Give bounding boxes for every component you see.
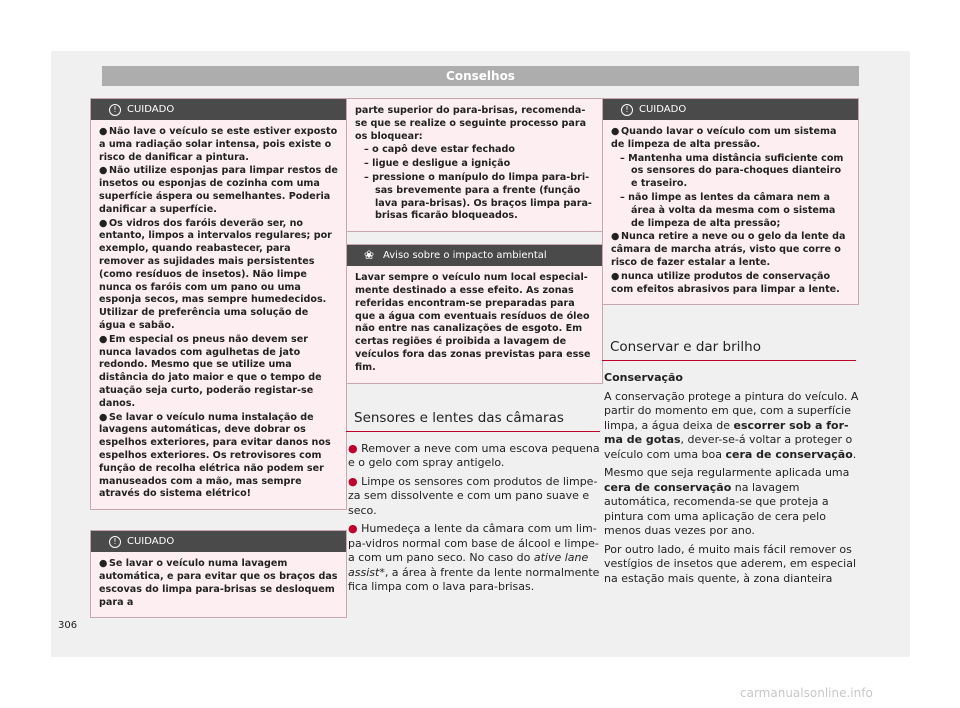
leaf-icon: ❀ xyxy=(364,248,375,263)
section-body xyxy=(346,442,603,595)
caution-box xyxy=(90,98,347,510)
caution-bullet: ● Se lavar o veículo numa lavagem automática, e para evitar que os braços das escovas do limpa para-brisas se desloquem para a xyxy=(99,558,338,608)
caution-body xyxy=(91,120,346,509)
caution-intro: parte superior do para-brisas, recomenda-se que se realize o seguinte processo para os bloquear: xyxy=(355,105,587,142)
caution-box-2 xyxy=(90,530,347,618)
caution-bullet: ● Quando lavar o veículo com um sistema de limpeza de alta pressão. xyxy=(611,126,837,150)
caution-box-3 xyxy=(602,98,859,305)
caution-bullet: ● Nunca retire a neve ou o gelo da lente da câmara de marcha atrás, visto que corre o risco de fazer estalar a lente. xyxy=(611,231,846,268)
body-paragraph: A conservação protege a pintura do veículo. A partir do momento em que, com a superfície limpa, a água deixa de escorrer sob a forma de gotas, dever-se-á voltar a proteger o veículo com uma boa cera de conservação. xyxy=(604,389,859,461)
caution-header xyxy=(91,531,346,552)
caution-title: CUIDADO xyxy=(127,536,175,548)
column-1 xyxy=(90,98,347,630)
caution-body xyxy=(347,99,602,231)
caution-bullet: ● nunca utilize produtos de conservação com efeitos abrasivos para limpar a lente. xyxy=(611,270,840,295)
caution-title: CUIDADO xyxy=(639,104,687,115)
info-circle-icon: ! xyxy=(109,536,121,548)
watermark: carmanualsonline.info xyxy=(740,686,873,700)
body-paragraph: Mesmo que seja regularmente aplicada uma cera de conservação na lavagem automática, recomenda-se que proteja a pintura com uma aplicação de cera pelo menos duas vezes por ano. xyxy=(604,466,850,538)
body-paragraph: Por outro lado, é muito mais fácil remover os vestígios de insetos que aderem, em especial na estação mais quente, à zona dianteira xyxy=(604,542,857,585)
caution-continued-box xyxy=(346,98,603,232)
caution-bullet: ● Se lavar o veículo numa instalação de lavagens automáticas, deve dobrar os espelhos exteriores, para evitar danos nos espelhos exteriores. Os retrovisores com função de recolha elétrica não podem ser manuseados com a mão, mas sempre através do sistema elétrico! xyxy=(99,411,331,500)
body-bullet: ● Remover a neve com uma escova pequena e o gelo com spray antigelo. xyxy=(348,441,600,470)
environment-notice-box xyxy=(346,244,603,383)
body-bullet: ● Limpe os sensores com produtos de limpeza sem dissolvente e com um pano suave e seco. xyxy=(348,474,598,517)
caution-bullet: ● Os vidros dos faróis deverão ser, no entanto, limpos a intervalos regulares; por exemplo, quando reabastecer, para remover as sujidades mais persistentes (como resíduos de insetos). Não limpe nunca os faróis com um pano ou uma esponja secos, mas sempre humedecidos. Utilizar de preferência uma solução de água e sabão. xyxy=(99,217,332,331)
section-body xyxy=(602,371,859,586)
page-header: Conselhos xyxy=(102,66,859,86)
caution-dash: – pressione o manípulo do limpa para-brisas brevemente para a frente (função lava para-brisas). Os braços limpa para-brisas ficarão bloqueados. xyxy=(364,171,592,222)
caution-body xyxy=(91,552,346,617)
section-title: Sensores e lentes das câmaras xyxy=(346,406,600,432)
page-number: 306 xyxy=(58,620,78,631)
environment-header xyxy=(347,245,602,266)
column-2 xyxy=(346,98,603,599)
caution-dash: – Mantenha uma distância suficiente com os sensores do para-choques dianteiro e traseiro. xyxy=(620,152,844,190)
caution-bullet: ● Em especial os pneus não devem ser nunca lavados com agulhetas de jato redondo. Mesmo que se utilize uma distância do jato maior e que o tempo de atuação seja curto, poderão registar-se danos. xyxy=(99,333,322,409)
info-circle-icon: ! xyxy=(621,104,633,116)
caution-dash: – ligue e desligue a ignição xyxy=(364,158,511,170)
body-bullet: ● Humedeça a lente da câmara com um limpa-vidros normal com base de álcool e limpe-a com um pano seco. No caso do ative lane assist*, a área à frente da lente normalmente fica limpa com o lava para-brisas. xyxy=(348,522,600,594)
subheading: Conservação xyxy=(604,371,683,385)
environment-body xyxy=(347,266,602,382)
column-3 xyxy=(602,98,859,590)
caution-bullet: ● Não utilize esponjas para limpar restos de insetos ou esponjas de cozinha com uma superfície áspera ou semelhantes. Poderia danificar a superfície. xyxy=(99,165,338,215)
caution-title: CUIDADO xyxy=(127,104,175,115)
caution-header xyxy=(603,99,858,120)
info-circle-icon: ! xyxy=(109,104,121,116)
caution-dash: – não limpe as lentes da câmara nem a área à volta da mesma com o sistema de limpeza de alta pressão; xyxy=(620,191,836,229)
section-title: Conservar e dar brilho xyxy=(602,335,856,361)
environment-text: Lavar sempre o veículo num local especialmente destinado a esse efeito. As zonas referidas encontram-se preparadas para que a água com eventuais resíduos de óleo não entre nas canalizações de esgoto. Em certas regiões é proibida a lavagem de veículos fora das zonas previstas para esse fim. xyxy=(355,272,591,373)
caution-dash: – o capô deve estar fechado xyxy=(364,144,515,156)
caution-body xyxy=(603,120,858,304)
environment-title: Aviso sobre o impacto ambiental xyxy=(383,250,547,262)
caution-header xyxy=(91,99,346,120)
caution-bullet: ● Não lave o veículo se este estiver exposto a uma radiação solar intensa, pois existe o risco de danificar a pintura. xyxy=(99,126,338,163)
